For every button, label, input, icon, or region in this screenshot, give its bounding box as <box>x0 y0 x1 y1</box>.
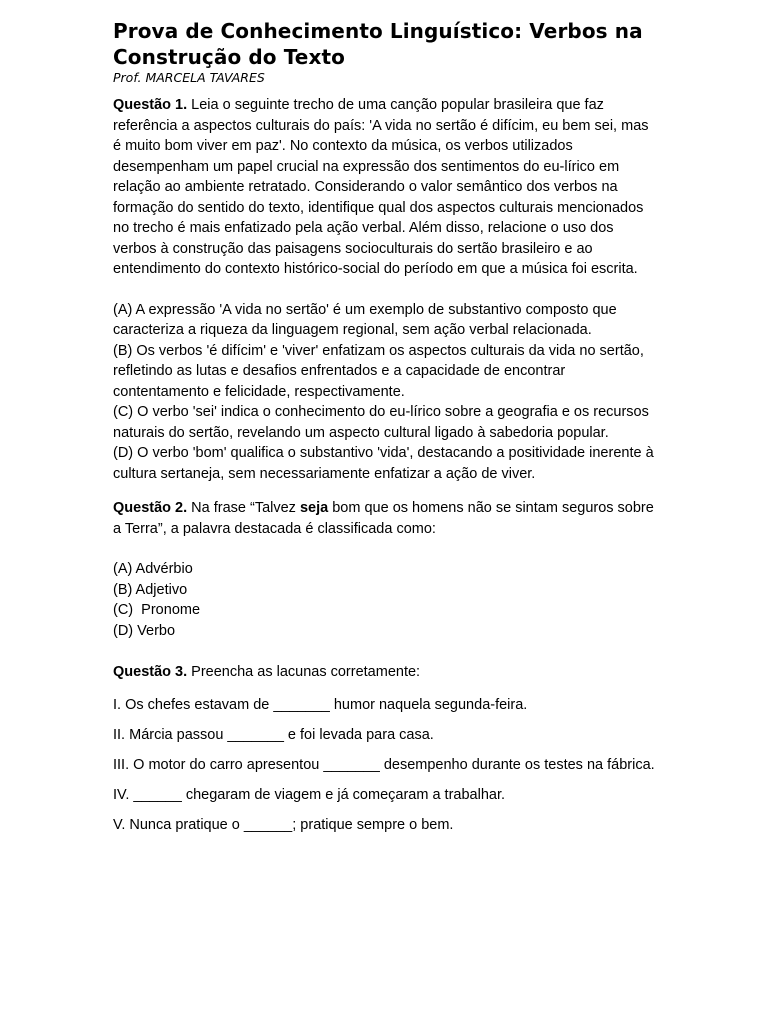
question-1-option-a: (A) A expressão 'A vida no sertão' é um exemplo de substantivo composto que caracteriza a riqueza da linguagem regional, sem ação verbal relacionada. <box>113 301 617 338</box>
question-3-item-1: I. Os chefes estavam de _______ humor naquela segunda-feira. <box>113 696 528 713</box>
question-2-option-c: (C) Pronome <box>113 602 201 618</box>
question-1-option-d: (D) O verbo 'bom' qualifica o substantivo 'vida', destacando a positividade inerente à cultura sertaneja, sem necessariamente enfatizar a ação de viver. <box>113 445 654 482</box>
question-2-options <box>113 559 658 641</box>
question-3-item-5: V. Nunca pratique o ______; pratique sempre o bem. <box>113 816 454 833</box>
question-1-text: Leia o seguinte trecho de uma canção popular brasileira que faz referência a aspectos culturais do país: 'A vida no sertão é difícim, eu bem sei, mas é muito bom viver em paz'. No contexto da música, os verbos utilizados desempenham um papel crucial na expressão dos sentimentos do eu-lírico em relação ao ambiente retratado. Considerando o valor semântico dos verbos na formação do sentido do texto, identifique qual dos aspectos culturais mencionados no trecho é mais enfatizado pela ação verbal. Além disso, relacione o uso dos verbos à construção das paisagens socioculturais do sertão brasileiro e ao entendimento do contexto histórico-social do período em que a música foi escrita. <box>113 97 649 277</box>
question-1-label: Questão 1. <box>113 97 188 113</box>
question-3-item-4: IV. ______ chegaram de viagem e já começaram a trabalhar. <box>113 786 506 803</box>
question-3-statement <box>113 662 658 683</box>
question-3-text: Preencha as lacunas corretamente: <box>187 664 421 680</box>
question-1-options <box>113 300 658 485</box>
question-1-option-b: (B) Os verbos 'é difícim' e 'viver' enfatizam os aspectos culturais da vida no sertão, refletindo as lutas e desafios enfrentados e a capacidade de encontrar contentamento e felicidade, respectivamente. <box>113 342 644 400</box>
question-2-option-d: (D) Verbo <box>113 622 176 639</box>
question-2-label: Questão 2. <box>113 500 188 516</box>
question-1-option-c: (C) O verbo 'sei' indica o conhecimento do eu-lírico sobre a geografia e os recursos naturais do sertão, revelando um aspecto cultural ligado à sabedoria popular. <box>113 404 649 441</box>
author-name: Prof. MARCELA TAVARES <box>113 70 265 85</box>
question-1-statement <box>113 95 658 280</box>
question-2-highlighted-word: seja <box>299 500 329 516</box>
question-3-item-2: II. Márcia passou _______ e foi levada para casa. <box>113 726 434 743</box>
question-3-label: Questão 3. <box>113 664 188 680</box>
question-2-option-a: (A) Advérbio <box>113 561 193 577</box>
question-2-option-b: (B) Adjetivo <box>113 581 188 598</box>
question-2-text-before: Na frase “Talvez <box>187 500 300 516</box>
question-2-text-after: bom que os homens não se sintam seguros sobre a Terra”, a palavra destacada é classificada como: <box>113 500 654 537</box>
question-3-item-3: III. O motor do carro apresentou _______ desempenho durante os testes na fábrica. <box>113 756 655 773</box>
question-2-statement <box>113 498 658 539</box>
page-title: Prova de Conhecimento Linguístico: Verbos na Construção do Texto <box>113 19 643 69</box>
document-content <box>113 18 658 847</box>
